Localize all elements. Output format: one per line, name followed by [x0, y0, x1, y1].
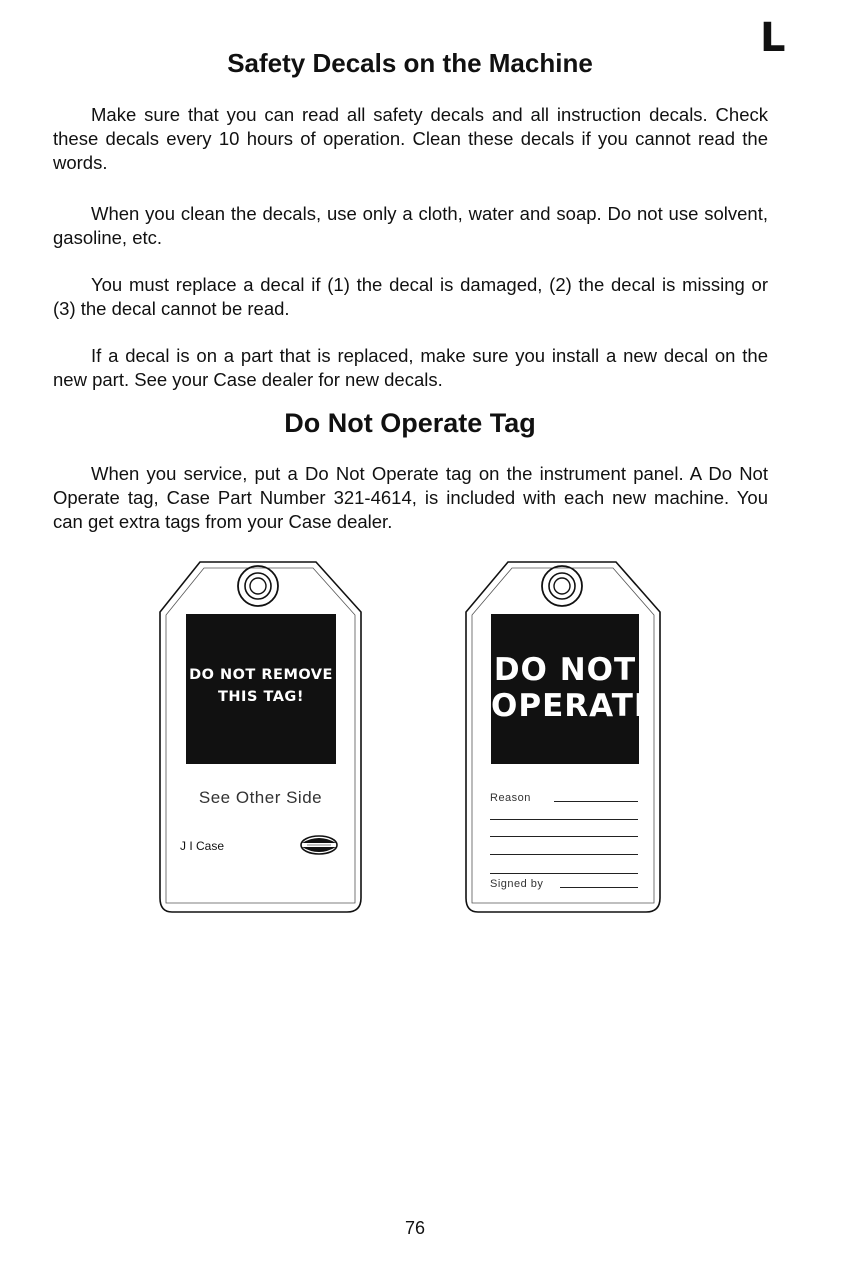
- panel-line-2: THIS TAG!: [218, 689, 304, 705]
- panel-line-1: DO NOT: [493, 652, 637, 688]
- panel-line-1: DO NOT REMOVE: [189, 667, 333, 683]
- signature-line: [560, 887, 638, 888]
- brand-text: J I Case: [180, 839, 225, 853]
- tag-back-illustration: [158, 560, 363, 916]
- section-title-safety-decals: Safety Decals on the Machine: [227, 48, 593, 78]
- tag-black-panel: [491, 614, 657, 764]
- paragraph-do-not-operate: When you service, put a Do Not Operate tag on the instrument panel. A Do Not Operate tag, Case Part Number 321-4614, is included with each new machine. You can get extra tags from your Case dealer.: [53, 463, 768, 532]
- paragraph-read-decals: Make sure that you can read all safety decals and all instruction decals. Check these decals every 10 hours of operation. Clean these decals if you cannot read the words.: [53, 104, 768, 173]
- blank-line: [490, 854, 638, 855]
- blank-line: [490, 819, 638, 820]
- signed-by-label: Signed by: [490, 878, 544, 890]
- dealer-badge-icon: [299, 835, 341, 857]
- see-other-side-text: See Other Side: [198, 788, 323, 807]
- tag-front-illustration: [464, 560, 662, 916]
- grommet-icon: [542, 566, 582, 606]
- corner-mark: L: [760, 15, 786, 61]
- blank-line: [490, 836, 638, 837]
- section-title-do-not-operate: Do Not Operate Tag: [284, 408, 536, 438]
- paragraph-new-part-decal: If a decal is on a part that is replaced, make sure you install a new decal on the new part. See your Case dealer for new decals.: [53, 345, 768, 390]
- panel-line-2: OPERATE: [491, 688, 657, 724]
- blank-line: [490, 873, 638, 874]
- reason-line: [554, 801, 638, 802]
- page-number: 76: [404, 1218, 426, 1238]
- grommet-icon: [238, 566, 278, 606]
- paragraph-replace-decals: You must replace a decal if (1) the decal is damaged, (2) the decal is missing or (3) the decal cannot be read.: [53, 274, 768, 319]
- tag-black-panel: [186, 614, 336, 764]
- paragraph-clean-decals: When you clean the decals, use only a cloth, water and soap. Do not use solvent, gasoline, etc.: [53, 203, 768, 248]
- reason-label: Reason: [490, 792, 531, 804]
